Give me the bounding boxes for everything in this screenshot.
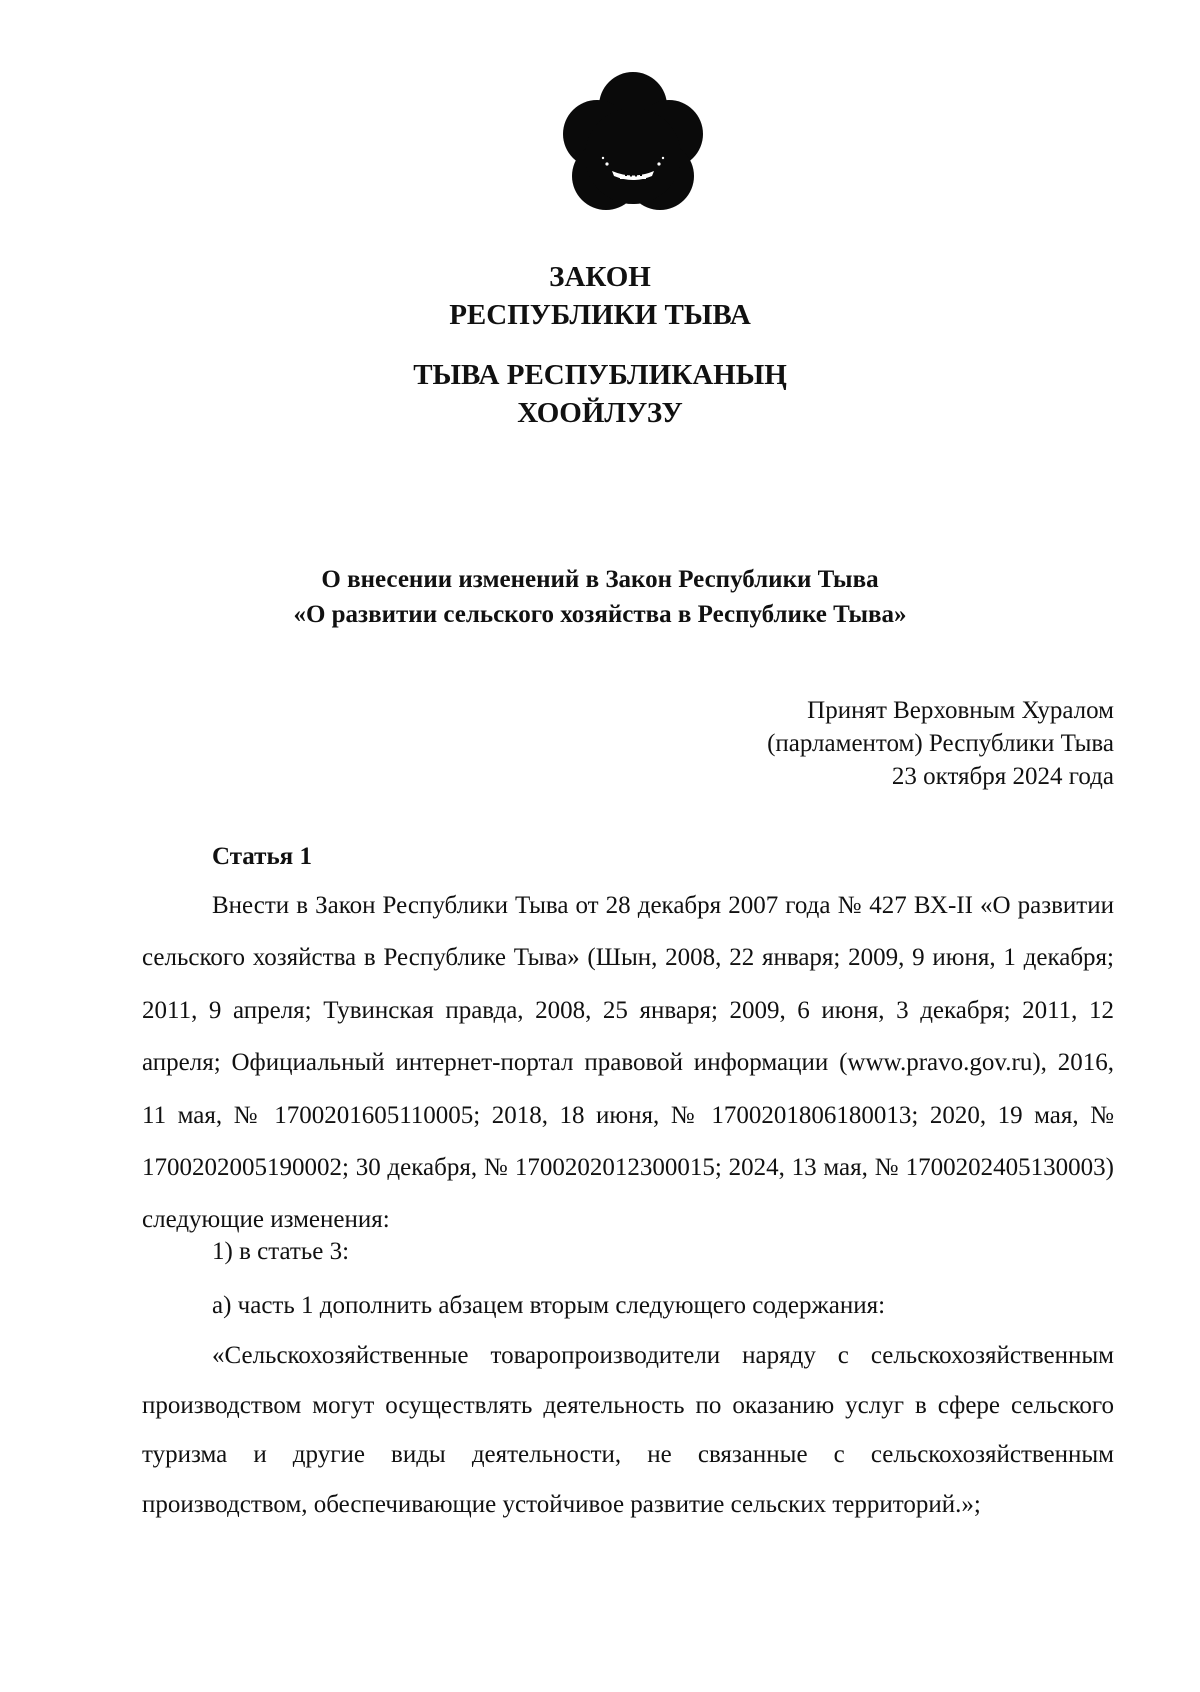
- article-quote-block: [142, 1331, 1114, 1529]
- adoption-note-line: Принят Верховным Хуралом: [807, 697, 1114, 724]
- law-heading-line: ХООЙЛУЗУ: [517, 397, 683, 429]
- coat-of-arms-emblem: [560, 72, 706, 224]
- article-quote-paragraph: «Сельскохозяйственные товаропроизводители наряду с сельскохозяйственным производством могут осуществлять деятельность по оказанию услуг в сфере сельского туризма и другие виды деятельности, не связанные с сельскохозяйственным производством, обеспечивающие устойчивое развитие сельских территорий.»;: [142, 1342, 1114, 1518]
- document-title-line: О внесении изменений в Закон Республики Тыва: [321, 566, 879, 593]
- article-item-a-block: [142, 1280, 1114, 1332]
- adoption-note-line: (парламентом) Республики Тыва: [767, 730, 1114, 757]
- law-heading-russian: [0, 258, 1200, 334]
- article-intro-block: [142, 880, 1114, 1247]
- article-intro-paragraph: Внести в Закон Республики Тыва от 28 декабря 2007 года № 427 ВХ-II «О развитии сельского хозяйства в Республике Тыва» (Шын, 2008, 22 января; 2009, 9 июня, 1 декабря; 2011, 9 апреля; Тувинская правда, 2008, 25 января; 2009, 6 июня, 3 декабря; 2011, 12 апреля; Официальный интернет-портал правовой информации (www.pravo.gov.ru), 2016, 11 мая, № 1700201605110005; 2018, 18 июня, № 1700201806180013; 2020, 19 мая, № 1700202005190002; 30 декабря, № 1700202012300015; 2024, 13 мая, № 1700202405130003) следующие изменения:: [142, 892, 1114, 1234]
- article-item-1: 1) в статье 3:: [212, 1238, 350, 1265]
- document-title: [0, 562, 1200, 632]
- article-heading: Статья 1: [212, 843, 312, 870]
- adoption-note: [767, 694, 1114, 793]
- article-item-1-block: [142, 1226, 1114, 1278]
- law-heading-tuvan: [0, 356, 1200, 432]
- law-heading-line: РЕСПУБЛИКИ ТЫВА: [449, 299, 751, 331]
- document-title-line: «О развитии сельского хозяйства в Республике Тыва»: [293, 601, 907, 628]
- adoption-date: 23 октября 2024 года: [891, 763, 1114, 790]
- law-heading-line: ТЫВА РЕСПУБЛИКАНЫҢ: [413, 359, 787, 391]
- article-item-a: а) часть 1 дополнить абзацем вторым следующего содержания:: [212, 1292, 886, 1319]
- law-heading-line: ЗАКОН: [549, 261, 651, 293]
